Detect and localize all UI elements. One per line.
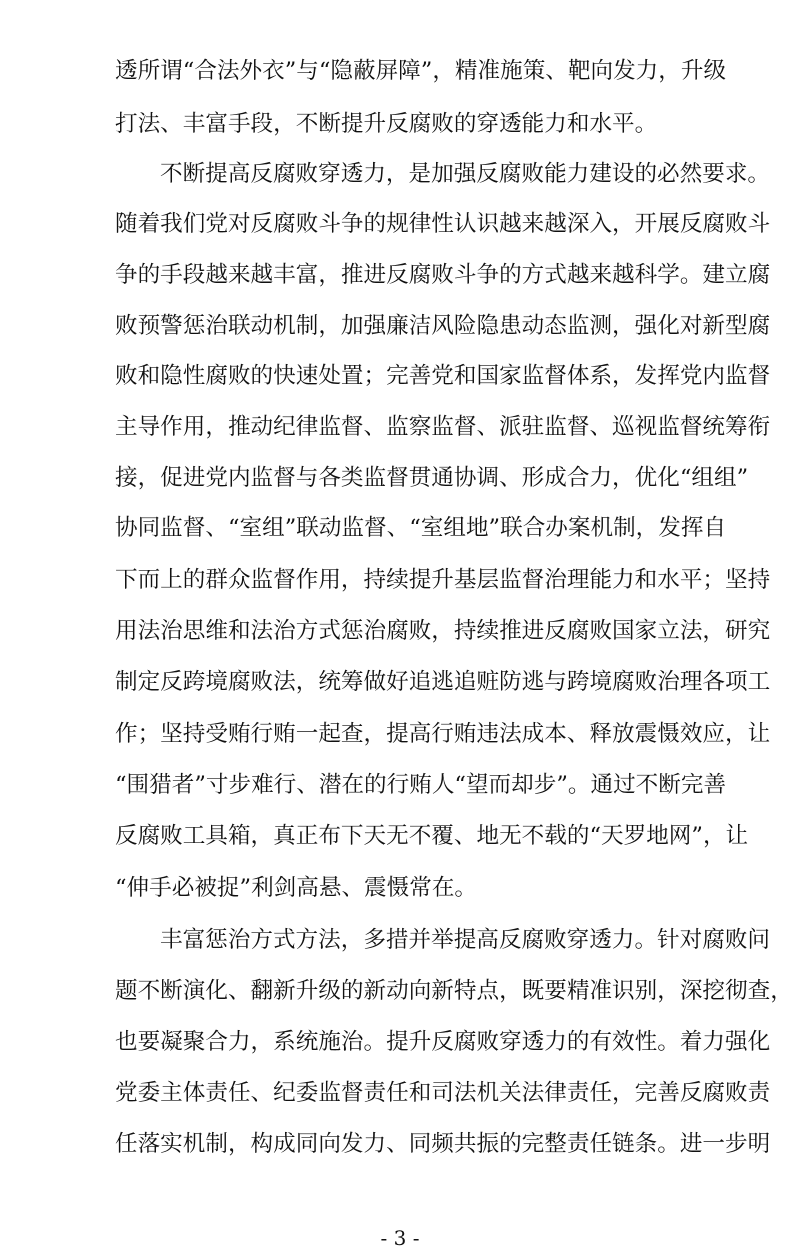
text-line-6: 败预警惩治联动机制，加强廉洁风险隐患动态监测，强化对新型腐: [115, 313, 771, 339]
text-line-12: 用法治思维和法治方式惩治腐败，持续推进反腐败国家立法，研究: [115, 618, 771, 644]
text-line-1: 透所谓“合法外衣”与“隐蔽屏障”，精准施策、靶向发力，升级: [115, 58, 727, 84]
page-number: - 3 -: [380, 1226, 420, 1250]
text-line-2: 打法、丰富手段，不断提升反腐败的穿透能力和水平。: [115, 111, 658, 137]
text-line-20: 也要凝聚合力，系统施治。提升反腐败穿透力的有效性。着力强化: [115, 1029, 771, 1055]
text-line-5: 争的手段越来越丰富，推进反腐败斗争的方式越来越科学。建立腐: [115, 262, 771, 288]
text-line-4: 随着我们党对反腐败斗争的规律性认识越来越深入，开展反腐败斗: [115, 211, 771, 237]
text-line-7: 败和隐性腐败的快速处置；完善党和国家监督体系，发挥党内监督: [115, 363, 771, 389]
text-line-15: “围猎者”寸步难行、潜在的行贿人“望而却步”。通过不断完善: [115, 772, 727, 798]
text-line-16: 反腐败工具箱，真正布下天无不覆、地无不载的“天罗地网”，让: [115, 823, 749, 849]
text-line-10: 协同监督、“室组”联动监督、“室组地”联合办案机制，发挥自: [115, 515, 727, 541]
text-line-17: “伸手必被捉”利剑高悬、震慑常在。: [115, 875, 478, 901]
text-line-21: 党委主体责任、纪委监督责任和司法机关法律责任，完善反腐败责: [115, 1080, 771, 1106]
paragraph-3-first-line: 丰富惩治方式方法，多措并举提高反腐败穿透力。针对腐败问: [160, 927, 771, 953]
text-line-14: 作；坚持受贿行贿一起查，提高行贿违法成本、释放震慑效应，让: [115, 721, 771, 747]
text-line-9: 接，促进党内监督与各类监督贯通协调、形成合力，优化“组组”: [115, 465, 749, 491]
paragraph-2-first-line: 不断提高反腐败穿透力，是加强反腐败能力建设的必然要求。: [160, 161, 771, 187]
text-line-19: 题不断演化、翻新升级的新动向新特点，既要精准识别，深挖彻查，: [115, 978, 793, 1004]
text-line-13: 制定反跨境腐败法，统筹做好追逃追赃防逃与跨境腐败治理各项工: [115, 669, 771, 695]
text-line-8: 主导作用，推动纪律监督、监察监督、派驻监督、巡视监督统筹衔: [115, 414, 771, 440]
text-line-11: 下而上的群众监督作用，持续提升基层监督治理能力和水平；坚持: [115, 567, 771, 593]
text-line-22: 任落实机制，构成同向发力、同频共振的完整责任链条。进一步明: [115, 1131, 771, 1157]
